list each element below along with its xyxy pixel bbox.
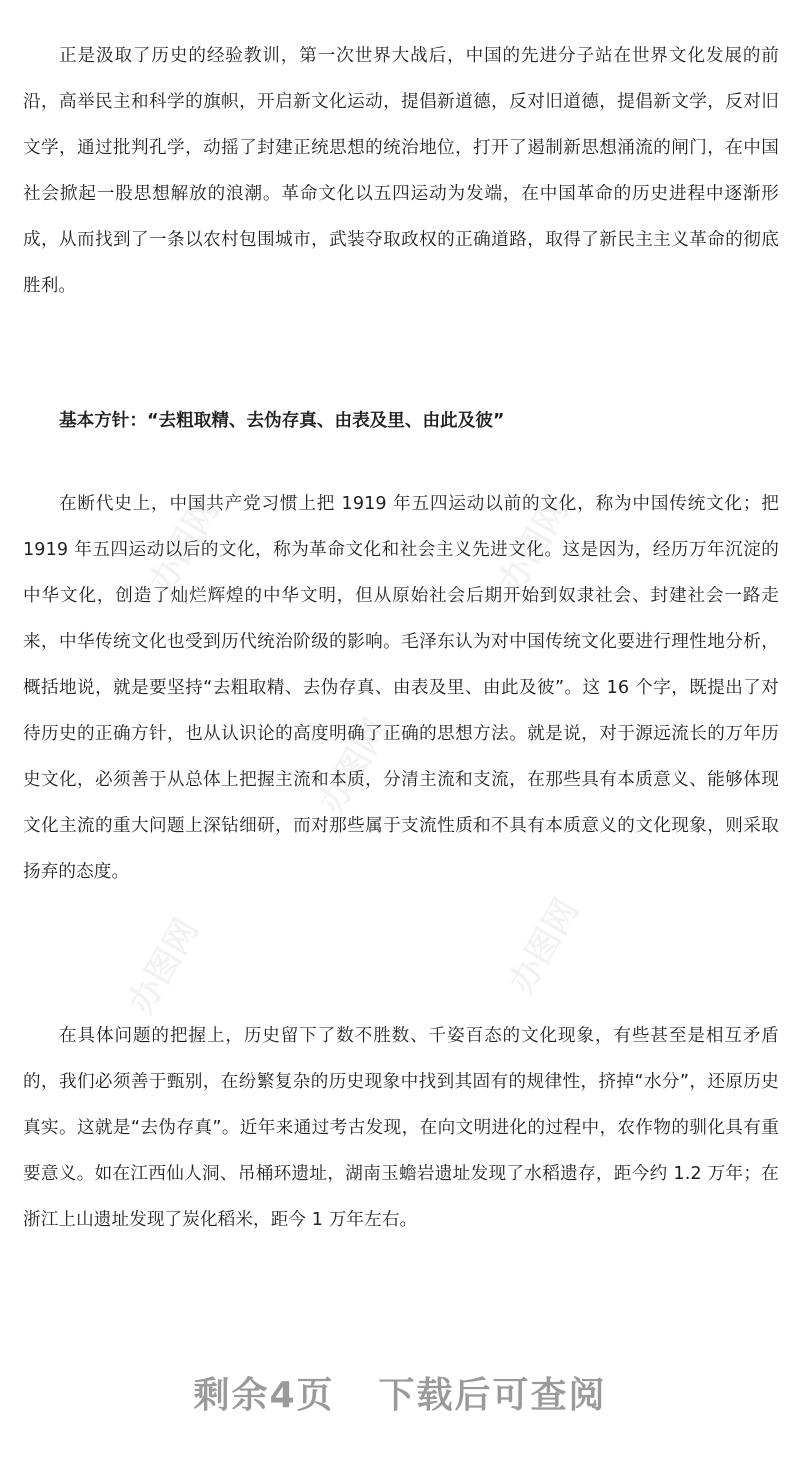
download-prompt-label: 下载后可查阅 (378, 1375, 607, 1416)
watermark: 办图网 (141, 492, 227, 601)
body-paragraph: 在具体问题的把握上，历史留下了数不胜数、千姿百态的文化现象，有些甚至是相互矛盾的，我们必须善于甄别，在纷繁复杂的历史现象中找到其固有的规律性，挤掉“水分”，还原历史真实。这就是“去伪存真”。近年来通过考古发现，在向文明进化的过程中，农作物的驯化具有重要意义。如在江西仙人洞、吊桶环遗址，湖南玉蟾岩遗址发现了水稻遗存，距今约 1.2 万年；在浙江上山遗址发现了炭化稻米，距今 1 万年左右。 (23, 1026, 779, 1230)
watermark: 办图网 (501, 892, 587, 1001)
section-heading: 基本方针：“去粗取精、去伪存真、由表及里、由此及彼” (59, 411, 505, 431)
watermark: 办图网 (121, 912, 207, 1021)
body-paragraph: 正是汲取了历史的经验教训，第一次世界大战后，中国的先进分子站在世界文化发展的前沿，高举民主和科学的旗帜，开启新文化运动，提倡新道德，反对旧道德，提倡新文学，反对旧文学，通过批判孔学，动摇了封建正统思想的统治地位，打开了遏制新思想涌流的闸门，在中国社会掀起一股思想解放的浪潮。革命文化以五四运动为发端，在中国革命的历史进程中逐渐形成，从而找到了一条以农村包围城市，武装夺取政权的正确道路，取得了新民主主义革命的彻底胜利。 (23, 46, 779, 296)
body-paragraph: 在断代史上，中国共产党习惯上把 1919 年五四运动以前的文化，称为中国传统文化；把 1919 年五四运动以后的文化，称为革命文化和社会主义先进文化。这是因为，经历万年沉淀的中华文化，创造了灿烂辉煌的中华文明，但从原始社会后期开始到奴隶社会、封建社会一路走来，中华传统文化也受到历代统治阶级的影响。毛泽东认为对中国传统文化要进行理性地分析，概括地说，就是要坚持“去粗取精、去伪存真、由表及里、由此及彼”。这 16 个字，既提出了对待历史的正确方针，也从认识论的高度明确了正确的思想方法。就是说，对于源远流长的万年历史文化，必须善于从总体上把握主流和本质，分清主流和支流，在那些具有本质意义、能够体现文化主流的重大问题上深钻细研，而对那些属于支流性质和不具有本质意义的文化现象，则采取扬弃的态度。 (23, 494, 779, 882)
watermark: 办图网 (311, 712, 397, 821)
watermark: 办图网 (491, 492, 577, 601)
download-footer[interactable] (0, 1366, 800, 1426)
remaining-pages-label: 剩余4页 (193, 1375, 335, 1416)
